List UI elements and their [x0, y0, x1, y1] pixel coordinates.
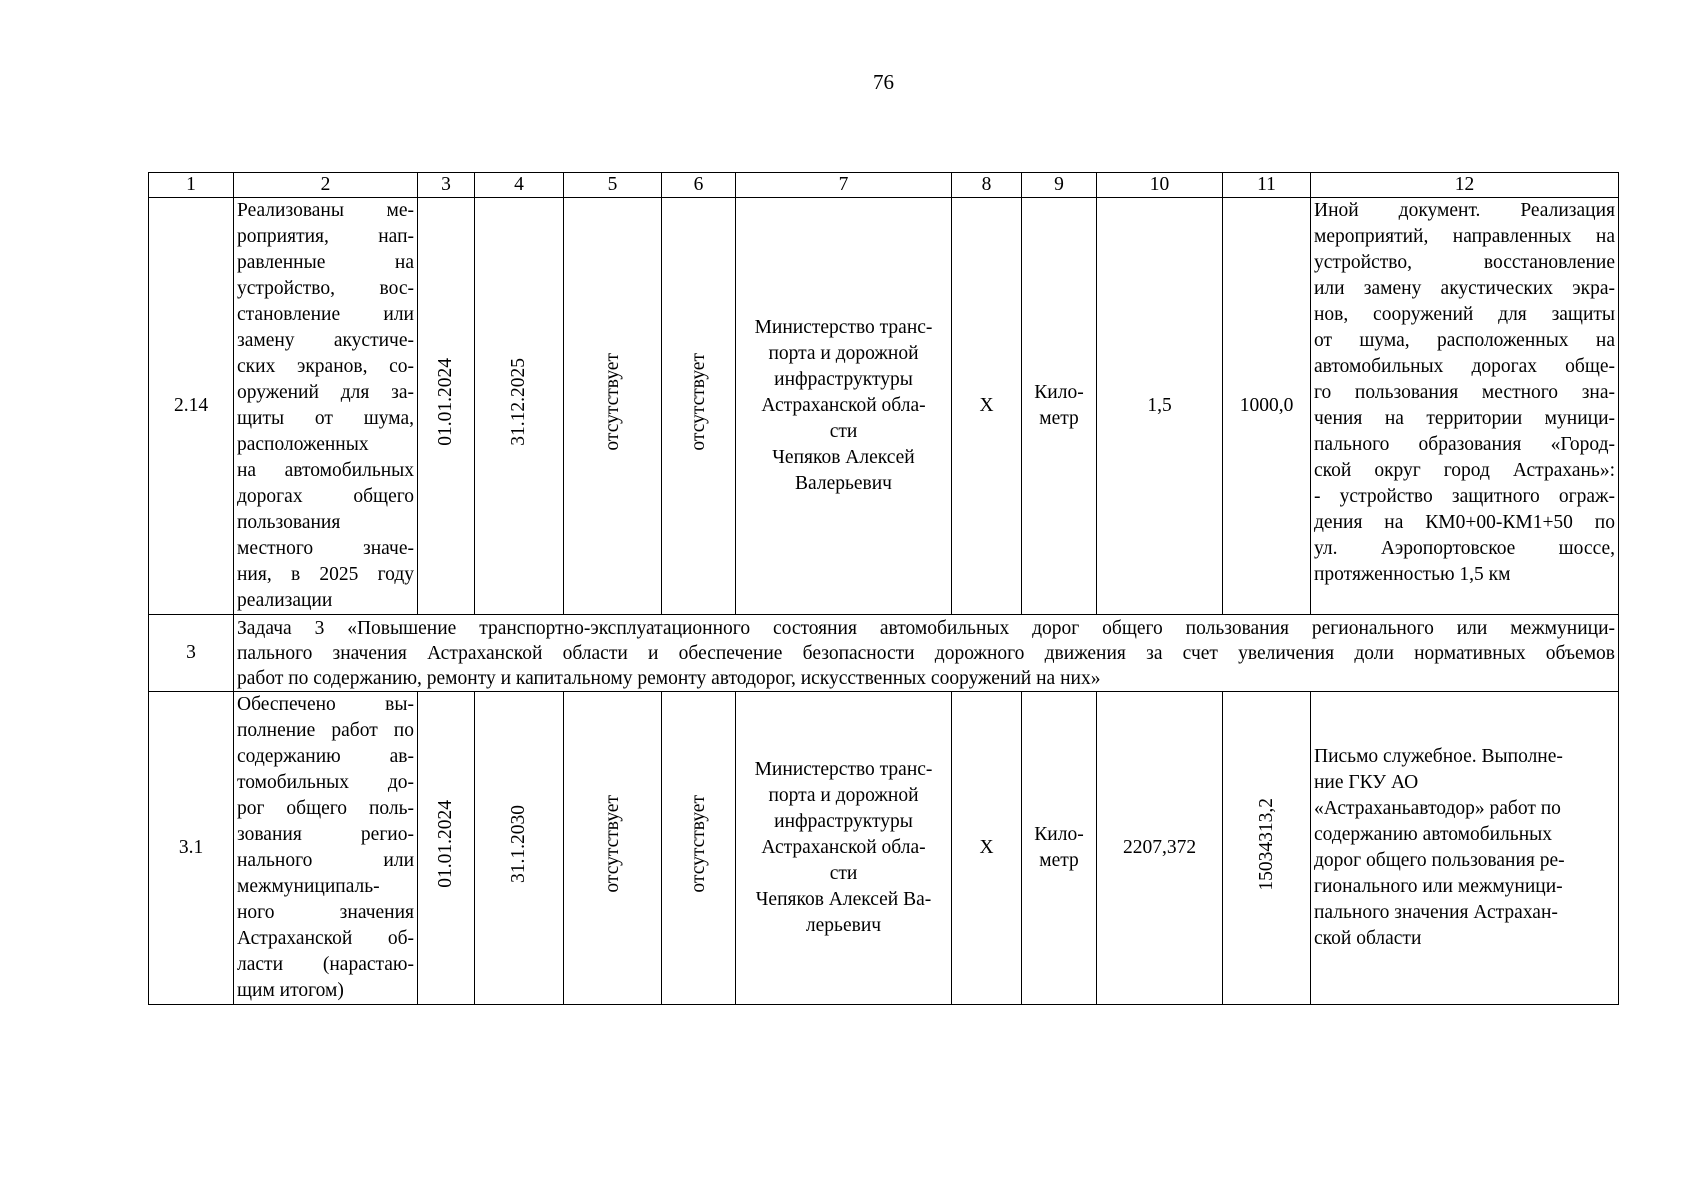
text-line: Задача 3 «Повышение транспортно-эксплуатационного состояния автомобильных дорог общего пользования регионального или межмуници-	[237, 617, 1615, 639]
text-line: Кило-	[1034, 824, 1084, 845]
document-text	[1311, 198, 1619, 615]
text-line: гионального или межмуници-	[1314, 876, 1563, 897]
text-line: содержанию ав-	[237, 746, 414, 767]
end-date: 31.1.2030	[475, 692, 564, 1005]
header-cell: 11	[1223, 173, 1311, 198]
header-cell: 3	[418, 173, 475, 198]
document-text	[1311, 692, 1619, 1005]
end-date: 31.12.2025	[475, 198, 564, 615]
text-line: местного значе-	[237, 538, 414, 559]
text-line: нов, сооружений для защиты	[1314, 304, 1615, 325]
text-line: инфраструктуры	[774, 369, 913, 390]
task-title	[234, 615, 1619, 692]
text-line: ния, в 2025 году	[237, 564, 414, 585]
responsible	[736, 692, 952, 1005]
text-line: ласти (нарастаю-	[237, 954, 414, 975]
text-line: Министерство транс-	[754, 317, 933, 338]
text-line: го пользования местного зна-	[1314, 382, 1615, 403]
text-line: Письмо служебное. Выполне-	[1314, 746, 1563, 767]
row-number: 3.1	[149, 692, 234, 1005]
text-line: сти	[829, 863, 858, 884]
text-line: рог общего поль-	[237, 798, 414, 819]
start-date: 01.01.2024	[418, 692, 475, 1005]
col5-value: отсутствует	[564, 692, 662, 1005]
text-line: замену акустиче-	[237, 330, 414, 351]
text-line: ской области	[1314, 928, 1422, 949]
text-line: «Астраханьавтодор» работ по	[1314, 798, 1561, 819]
text-line: Кило-	[1034, 382, 1084, 403]
unit	[1022, 198, 1097, 615]
text-line: Астраханской обла-	[761, 395, 926, 416]
text-line: Астраханской об-	[237, 928, 414, 949]
header-cell: 7	[736, 173, 952, 198]
text-line: расположенных	[237, 434, 369, 455]
text-line: пального образования «Город-	[1314, 434, 1615, 455]
text-line: дения на КМ0+00-КМ1+50 по	[1314, 512, 1615, 533]
text-line: ного значения	[237, 902, 414, 923]
text-line: нального или	[237, 850, 414, 871]
text-line: устройство, восстановление	[1314, 252, 1615, 273]
page-number: 76	[873, 70, 894, 94]
text-line: межмуниципаль-	[237, 876, 380, 897]
text-line: равленные на	[237, 252, 414, 273]
text-line: мероприятий, направленных на	[1314, 226, 1615, 247]
text-line: пального значения Астрахан-	[1314, 902, 1558, 923]
text-line: Реализованы ме-	[237, 200, 414, 221]
text-line: дорог общего пользования ре-	[1314, 850, 1565, 871]
text-line: роприятия, нап-	[237, 226, 414, 247]
text-line: пользования	[237, 512, 341, 533]
text-line: реализации	[237, 590, 333, 611]
text-line: - устройство защитного ограж-	[1314, 486, 1615, 507]
text-line: щиты от шума,	[237, 408, 414, 429]
text-line: метр	[1039, 408, 1079, 429]
text-line: от шума, расположенных на	[1314, 330, 1615, 351]
text-line: или замену акустических экра-	[1314, 278, 1615, 299]
text-line: Чепяков Алексей	[772, 447, 915, 468]
unit	[1022, 692, 1097, 1005]
text-line: Иной документ. Реализация	[1314, 200, 1615, 221]
header-cell: 6	[662, 173, 736, 198]
col8-value: X	[952, 692, 1022, 1005]
header-row	[149, 173, 1619, 198]
amount: 15034313,2	[1223, 692, 1311, 1005]
text-line: ние ГКУ АО	[1314, 772, 1419, 793]
text-line: ских экранов, со-	[237, 356, 414, 377]
text-line: Министерство транс-	[754, 759, 933, 780]
text-line: на автомобильных	[237, 460, 414, 481]
col8-value: X	[952, 198, 1022, 615]
result-name	[234, 198, 418, 615]
table-row	[149, 692, 1619, 1005]
text-line: автомобильных дорогах обще-	[1314, 356, 1615, 377]
text-line: щим итогом)	[237, 980, 344, 1001]
text-line: дорогах общего	[237, 486, 414, 507]
text-line: полнение работ по	[237, 720, 414, 741]
col6-value: отсутствует	[662, 198, 736, 615]
program-table	[148, 172, 1619, 1005]
text-line: оружений для за-	[237, 382, 414, 403]
header-cell: 10	[1097, 173, 1223, 198]
text-line: становление или	[237, 304, 414, 325]
header-cell: 8	[952, 173, 1022, 198]
text-line: ской округ город Астрахань»:	[1314, 460, 1615, 481]
text-line: Валерьевич	[795, 473, 892, 494]
text-line: содержанию автомобильных	[1314, 824, 1552, 845]
value: 2207,372	[1097, 692, 1223, 1005]
result-name	[234, 692, 418, 1005]
responsible	[736, 198, 952, 615]
text-line: сти	[829, 421, 858, 442]
text-line: Чепяков Алексей Ва-	[755, 889, 932, 910]
text-line: порта и дорожной	[768, 343, 919, 364]
start-date: 01.01.2024	[418, 198, 475, 615]
row-number: 2.14	[149, 198, 234, 615]
header-cell: 2	[234, 173, 418, 198]
task-number: 3	[149, 615, 234, 692]
table-row	[149, 198, 1619, 615]
text-line: метр	[1039, 850, 1079, 871]
text-line: устройство, вос-	[237, 278, 414, 299]
text-line: протяженностью 1,5 км	[1314, 564, 1511, 585]
header-cell: 5	[564, 173, 662, 198]
text-line: зования регио-	[237, 824, 414, 845]
header-cell: 12	[1311, 173, 1619, 198]
header-cell: 1	[149, 173, 234, 198]
task-row	[149, 615, 1619, 692]
text-line: ул. Аэропортовское шоссе,	[1314, 538, 1615, 559]
text-line: инфраструктуры	[774, 811, 913, 832]
header-cell: 9	[1022, 173, 1097, 198]
value: 1,5	[1097, 198, 1223, 615]
amount: 1000,0	[1223, 198, 1311, 615]
text-line: Астраханской обла-	[761, 837, 926, 858]
header-cell: 4	[475, 173, 564, 198]
text-line: томобильных до-	[237, 772, 414, 793]
text-line: чения на территории муници-	[1314, 408, 1615, 429]
text-line: лерьевич	[805, 915, 882, 936]
text-line: пального значения Астраханской области и обеспечение безопасности дорожного движения за счет увеличения доли нормативных объемов	[237, 642, 1615, 664]
text-line: Обеспечено вы-	[237, 694, 414, 715]
text-line: порта и дорожной	[768, 785, 919, 806]
col5-value: отсутствует	[564, 198, 662, 615]
text-line: работ по содержанию, ремонту и капитальному ремонту автодорог, искусственных сооружений на них»	[237, 667, 1101, 689]
col6-value: отсутствует	[662, 692, 736, 1005]
